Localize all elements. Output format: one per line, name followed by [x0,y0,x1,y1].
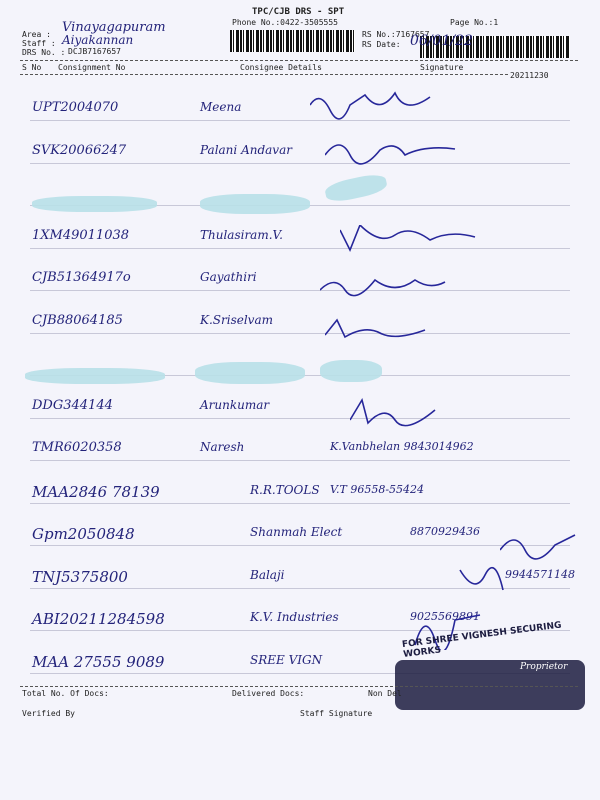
columns-divider [20,74,508,75]
row-consignee: Shanmah Elect [250,525,343,539]
barcode-1 [230,30,355,52]
row-consignment-no: SVK20066247 [32,143,127,158]
doc-title: TPC/CJB DRS - SPT [252,7,345,17]
non-delivered-docs: Non Del [368,689,402,698]
row-consignment-no: TNJ5375800 [32,568,128,586]
col-consignee: Consignee Details [240,63,322,72]
row-consignment-no: DDG344144 [32,398,113,413]
row-underline [30,545,570,546]
row-underline [30,460,570,461]
signature-4 [340,225,480,255]
verified-by: Verified By [22,709,75,718]
phone-number: Phone No.:0422-3505555 [232,18,338,27]
redacted-consignee [200,194,310,214]
row-consignee: Thulasiram.V. [200,228,283,242]
signature-6 [325,315,435,345]
signature-11 [500,530,580,560]
row-note: K.Vanbhelan 9843014962 [330,440,474,453]
footer-divider [20,686,578,687]
stamp-proprietor: Proprietor [520,662,568,672]
row-consignee: K.V. Industries [250,610,339,624]
staff-label: Staff : [22,39,56,48]
redacted-signature-2 [320,360,382,382]
signature-2 [325,135,465,165]
row-underline [30,290,570,291]
redacted-consignment-2 [25,368,165,384]
header-divider [20,60,578,61]
staff-signature: Staff Signature [300,709,373,718]
redacted-consignment [32,196,157,212]
row-consignee: K.Sriselvam [200,313,273,327]
delivered-docs: Delivered Docs: [232,689,305,698]
stamp-text: FOR SHREE VIGNESH SECURING WORKS [401,620,563,660]
row-underline [30,248,570,249]
row-consignment-no: MAA2846 78139 [32,483,160,501]
rs-number: RS No.:7167657 [362,30,430,39]
signature-8 [350,395,440,430]
signature-1 [310,85,450,125]
page-number: Page No.:1 [450,18,499,27]
row-consignment-no: MAA 27555 9089 [32,653,165,671]
row-note: V.T 96558-55424 [330,483,425,496]
staff-value: Aiyakannan [62,33,134,47]
row-underline [30,163,570,164]
row-consignment-no: CJB51364917o [32,270,131,285]
row-consignment-no: 1XM49011038 [32,228,130,243]
signature-5 [320,270,450,300]
row-consignee: Balaji [250,568,285,582]
row-consignment-no: ABI20211284598 [32,610,165,628]
redacted-consignee-2 [195,362,305,384]
rs-date-label: RS Date: [362,40,401,49]
rs-date-value: 06/01/22 [410,33,473,49]
drs-label: DRS No. : [22,48,66,57]
row-underline [30,333,570,334]
row-consignment-no: UPT2004070 [32,100,119,115]
signature-12 [455,565,505,600]
total-docs: Total No. Of Docs: [22,689,109,698]
row-consignee: Meena [200,100,242,114]
row-consignee: Arunkumar [200,398,270,412]
drs-value: DCJB7167657 [68,47,121,56]
row-underline [30,120,570,121]
col-consignment: Consignment No [58,63,126,72]
row-consignee: R.R.TOOLS [250,483,320,497]
row-consignee: Palani Andavar [200,143,292,157]
redacted-signature [324,172,389,204]
area-label: Area : [22,30,51,39]
row-consignee: Gayathiri [200,270,257,284]
row-underline [30,503,570,504]
row-consignee: SREE VIGN [250,653,323,667]
row-note: 9944571148 [505,568,575,581]
row-note: 9025569891 [410,610,480,623]
col-signature: Signature [420,63,464,72]
area-value: Vinayagapuram [62,20,166,35]
row-consignment-no: TMR6020358 [32,440,122,455]
row-consignee: Naresh [200,440,245,454]
col-sno: S No [22,63,42,72]
row-underline [30,418,570,419]
row-note: 8870929436 [410,525,480,538]
row-consignment-no: Gpm2050848 [32,525,135,543]
col-ref: 20211230 [510,71,549,80]
row-consignment-no: CJB88064185 [32,313,123,328]
